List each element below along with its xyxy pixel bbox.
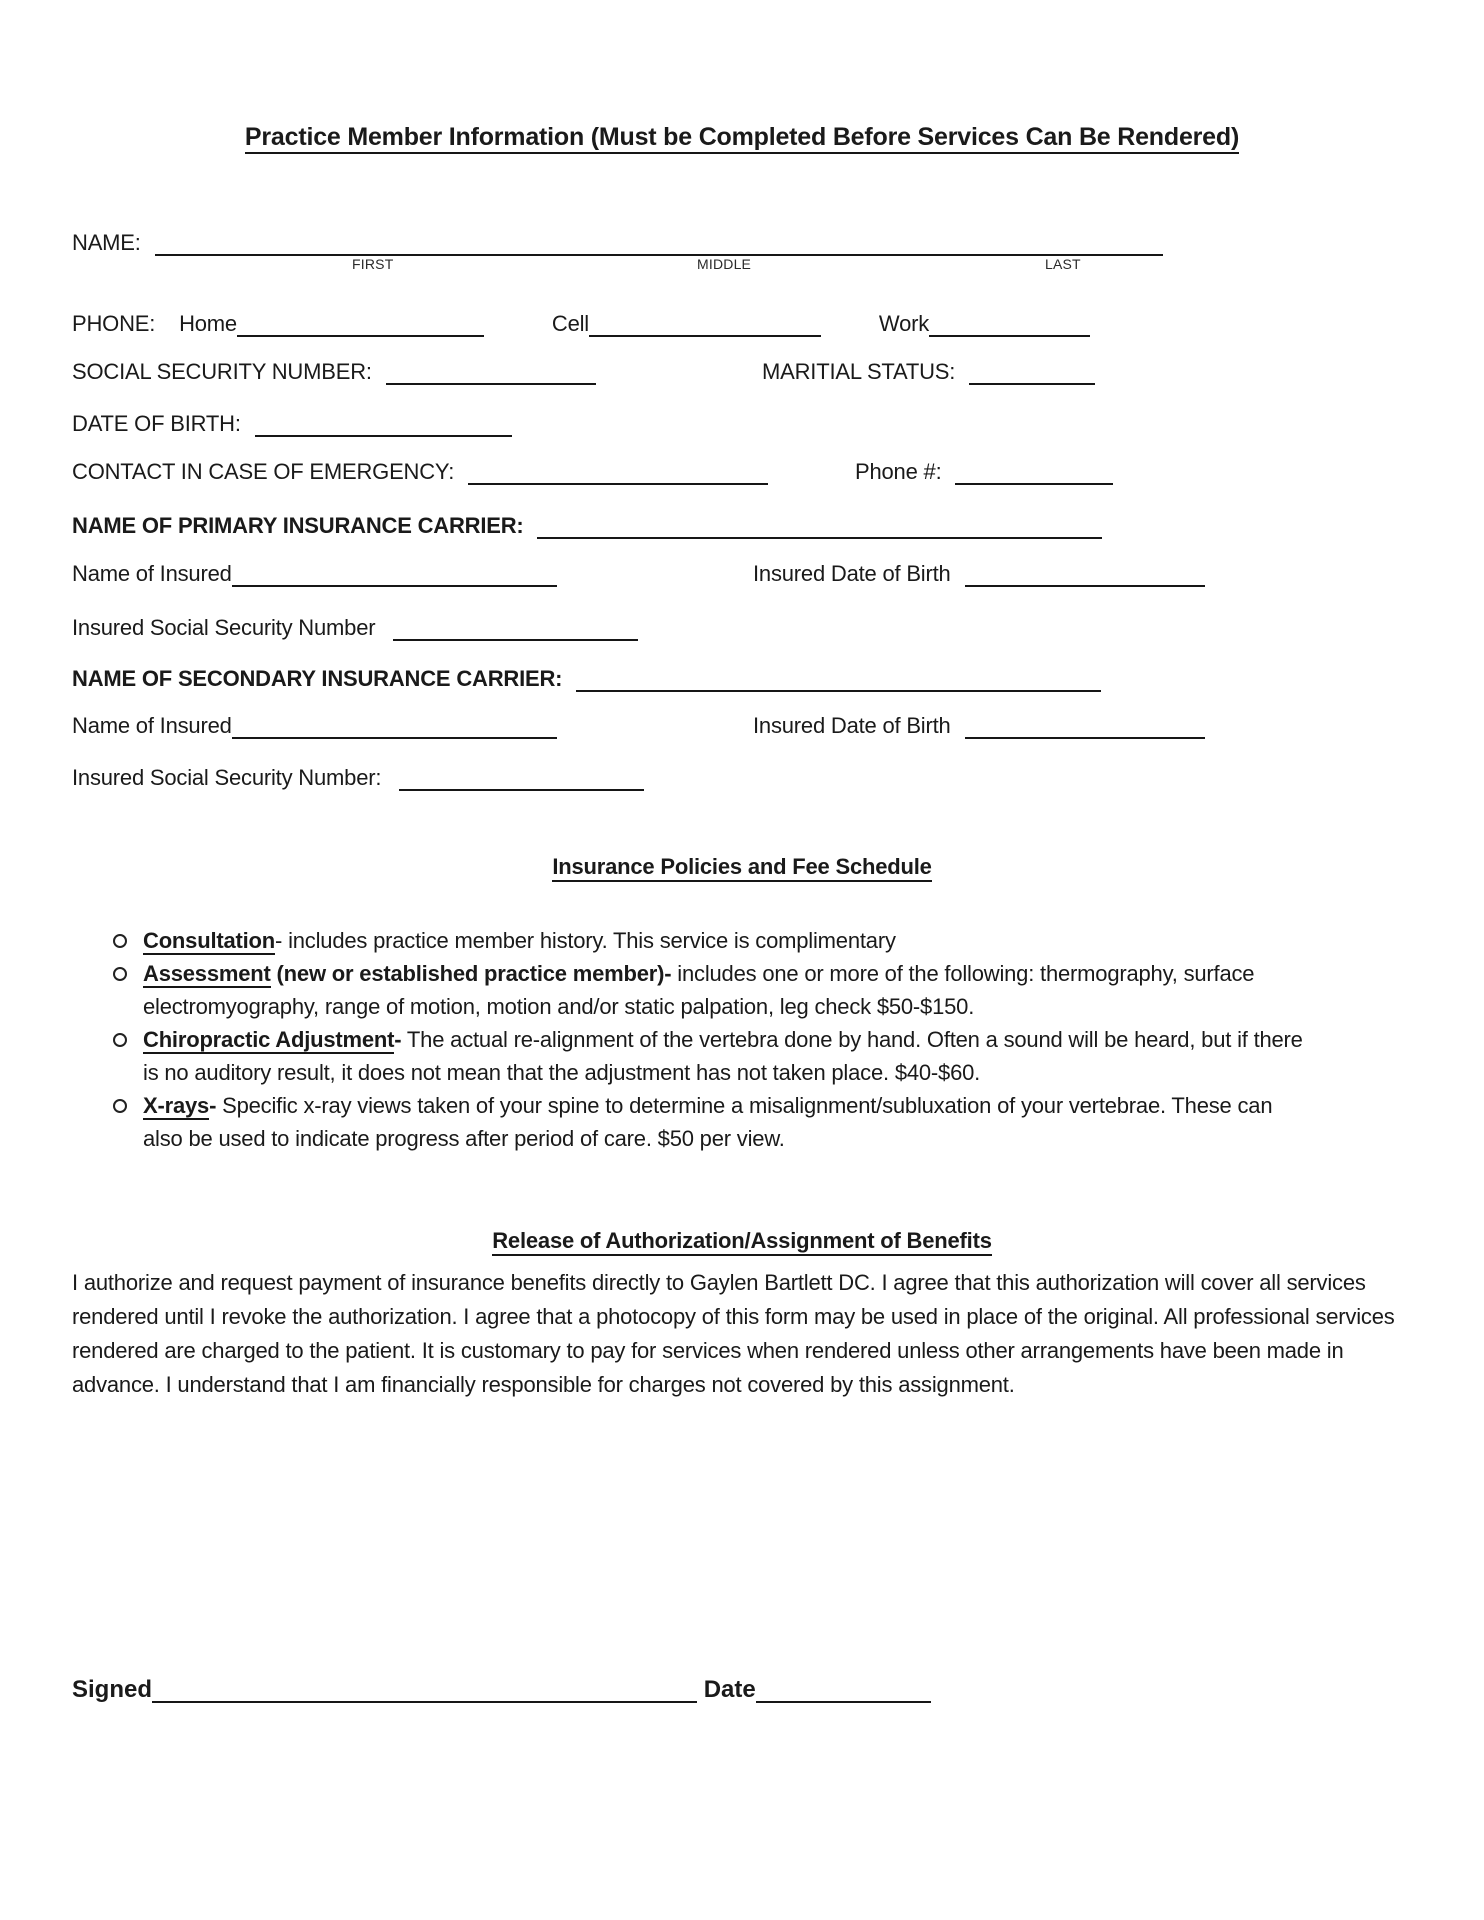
- secondary-insured-dob-label: Insured Date of Birth: [753, 713, 951, 738]
- fee-term: Assessment: [143, 961, 271, 986]
- fees-section-heading: [72, 854, 1412, 880]
- date-segment: [704, 1676, 931, 1703]
- date-label: Date: [703, 1676, 756, 1703]
- page-title-text: Practice Member Information (Must be Completed Before Services Can Be Rendered): [245, 123, 1239, 154]
- signature-row: [72, 1673, 931, 1706]
- form-row-emergency: [72, 457, 942, 487]
- primary-insured-dob-segment: [753, 559, 1205, 589]
- secondary-insured-ssn-input-line[interactable]: [399, 769, 644, 791]
- fee-term: X-rays: [143, 1093, 210, 1118]
- primary-carrier-input-line[interactable]: [537, 517, 1102, 539]
- secondary-carrier-label: NAME OF SECONDARY INSURANCE CARRIER:: [72, 666, 563, 691]
- signature-input-line[interactable]: [152, 1679, 697, 1703]
- fees-list: [112, 924, 1307, 1155]
- primary-carrier-label: NAME OF PRIMARY INSURANCE CARRIER:: [72, 513, 524, 538]
- phone-cell-input-line[interactable]: [589, 315, 821, 337]
- list-item: [112, 1089, 1307, 1155]
- first-sublabel: FIRST: [352, 256, 394, 272]
- list-item: [112, 1023, 1307, 1089]
- form-row-ssn: [72, 357, 956, 387]
- bullet-circle-icon: [113, 1033, 127, 1047]
- phone-label: PHONE:: [72, 311, 156, 336]
- release-body-paragraph: I authorize and request payment of insurance benefits directly to Gaylen Bartlett DC. I agree that this authorization will cover all services rendered until I revoke the authorization. I agree that a photocopy of this form may be used in place of the original. All professional services rendered are charged to the patient. It is customary to pay for services when rendered unless other arrangements have been made in advance. I understand that I am financially responsible for charges not covered by this assignment.: [72, 1270, 1395, 1397]
- emergency-contact-input-line[interactable]: [468, 463, 768, 485]
- fee-description: includes one or more of the following: thermography, surface electromyography, range of motion, motion and/or static palpation, leg check $50-$150.: [143, 961, 1255, 1019]
- fee-term-suffix: (new or established practice member)-: [270, 961, 672, 986]
- list-item: [112, 957, 1307, 1023]
- marital-input-line[interactable]: [969, 363, 1095, 385]
- form-row-name: [72, 228, 1163, 258]
- emergency-phone-segment: [855, 457, 1113, 487]
- form-row-phone: [72, 309, 1090, 339]
- primary-insured-dob-input-line[interactable]: [965, 565, 1205, 587]
- emergency-phone-label: Phone #:: [855, 459, 942, 484]
- phone-cell-label: Cell: [551, 311, 589, 336]
- marital-label: MARITIAL STATUS:: [762, 359, 956, 384]
- release-section-heading: [72, 1228, 1412, 1254]
- form-row-primary-carrier: [72, 511, 1102, 541]
- fee-term-suffix: -: [209, 1093, 217, 1118]
- list-item: [112, 924, 1307, 957]
- form-row-dob: [72, 409, 512, 439]
- fee-description: Specific x-ray views taken of your spine to determine a misalignment/subluxation of your vertebrae. These can also be used to indicate progress after period of care. $50 per view.: [143, 1093, 1273, 1151]
- secondary-insured-dob-segment: [753, 711, 1205, 741]
- name-label: NAME:: [72, 230, 141, 255]
- ssn-input-line[interactable]: [386, 363, 596, 385]
- signed-label: Signed: [72, 1676, 153, 1703]
- release-heading-text: Release of Authorization/Assignment of Benefits: [492, 1228, 992, 1256]
- secondary-carrier-input-line[interactable]: [576, 670, 1101, 692]
- fee-description: The actual re-alignment of the vertebra done by hand. Often a sound will be heard, but if there is no auditory result, it does not mean that the adjustment has not taken place. $40-$60.: [143, 1027, 1303, 1085]
- secondary-insured-name-input-line[interactable]: [232, 717, 557, 739]
- primary-insured-name-input-line[interactable]: [232, 565, 557, 587]
- emergency-label: CONTACT IN CASE OF EMERGENCY:: [72, 459, 455, 484]
- primary-insured-name-label: Name of Insured: [72, 561, 232, 586]
- dob-input-line[interactable]: [255, 415, 512, 437]
- form-row-secondary-insured-ssn: [72, 763, 644, 793]
- form-row-secondary-insured: [72, 711, 951, 741]
- name-input-line[interactable]: [155, 234, 1163, 256]
- ssn-label: SOCIAL SECURITY NUMBER:: [72, 359, 372, 384]
- form-row-primary-insured-ssn: [72, 613, 638, 643]
- fees-heading-text: Insurance Policies and Fee Schedule: [552, 854, 931, 882]
- primary-insured-ssn-label: Insured Social Security Number: [72, 615, 376, 640]
- bullet-circle-icon: [113, 934, 127, 948]
- fee-term: Chiropractic Adjustment: [143, 1027, 395, 1052]
- marital-segment: [762, 357, 1095, 387]
- phone-home-label: Home: [179, 311, 237, 336]
- bullet-circle-icon: [113, 1099, 127, 1113]
- emergency-phone-input-line[interactable]: [955, 463, 1113, 485]
- secondary-insured-dob-input-line[interactable]: [965, 717, 1205, 739]
- phone-work-label: Work: [878, 311, 930, 336]
- secondary-insured-ssn-label: Insured Social Security Number:: [72, 765, 382, 790]
- form-row-secondary-carrier: [72, 664, 1101, 694]
- fee-term: Consultation: [143, 928, 276, 953]
- bullet-circle-icon: [113, 967, 127, 981]
- last-sublabel: LAST: [1045, 256, 1081, 272]
- date-input-line[interactable]: [756, 1679, 931, 1703]
- primary-insured-dob-label: Insured Date of Birth: [753, 561, 951, 586]
- form-row-primary-insured: [72, 559, 951, 589]
- middle-sublabel: MIDDLE: [697, 256, 752, 272]
- secondary-insured-name-label: Name of Insured: [72, 713, 232, 738]
- page-title: [72, 123, 1412, 152]
- fee-term-suffix: -: [394, 1027, 402, 1052]
- primary-insured-ssn-input-line[interactable]: [393, 619, 638, 641]
- phone-work-input-line[interactable]: [929, 315, 1090, 337]
- dob-label: DATE OF BIRTH:: [72, 411, 241, 436]
- phone-home-input-line[interactable]: [237, 315, 484, 337]
- fee-description: - includes practice member history. This service is complimentary: [275, 928, 896, 953]
